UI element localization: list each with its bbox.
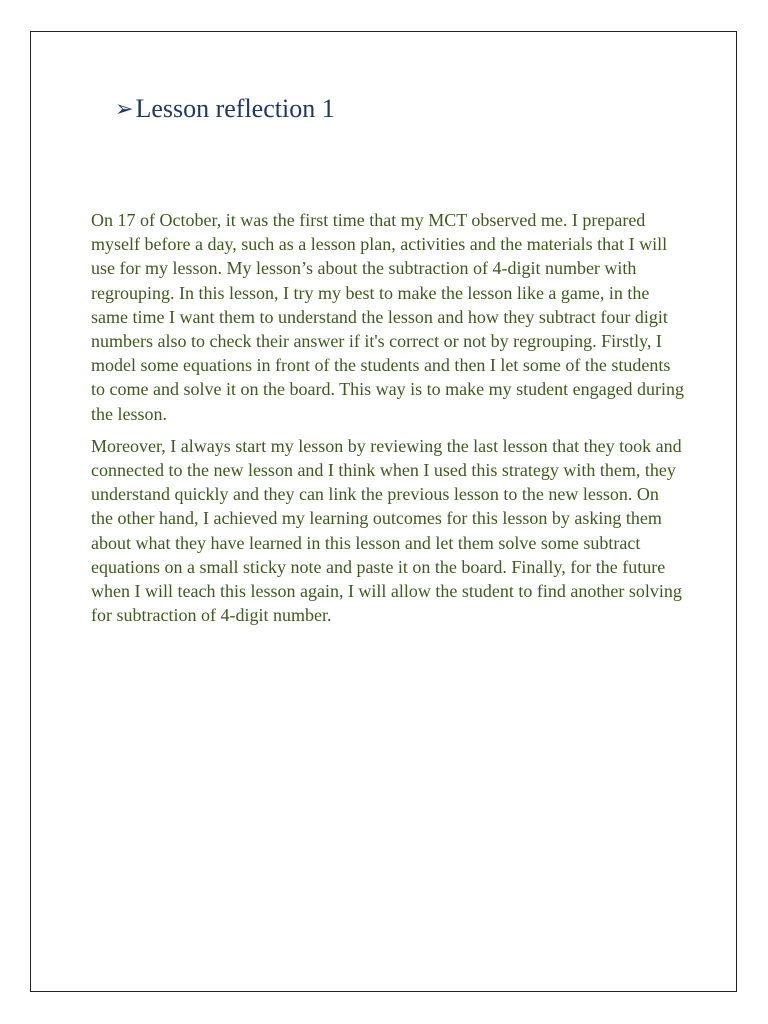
paragraph-2: Moreover, I always start my lesson by reviewing the last lesson that they took and connected to the new lesson and I think when I used this strategy with them, they understand quickly and they can link the previous lesson to the new lesson. On the other hand, I achieved my learning outcomes for this lesson by asking them about what they have learned in this lesson and let them solve some subtract equations on a small sticky note and paste it on the board. Finally, for the future when I will teach this lesson again, I will allow the student to find another solving for subtraction of 4-digit number.	[91, 435, 682, 626]
heading-title: Lesson reflection 1	[135, 94, 335, 123]
reflection-body	[91, 208, 685, 635]
paragraph-1: On 17 of October, it was the first time that my MCT observed me. I prepared myself before a day, such as a lesson plan, activities and the materials that I will use for my lesson. My lesson’s about the subtraction of 4-digit number with regrouping. In this lesson, I try my best to make the lesson like a game, in the same time I want them to understand the lesson and how they subtract four digit numbers also to check their answer if it's correct or not by regrouping. Firstly, I model some equations in front of the students and then I let some of the students to come and solve it on the board. This way is to make my student engaged during the lesson.	[91, 210, 685, 424]
document-page	[30, 31, 737, 992]
section-heading	[115, 92, 335, 126]
arrow-bullet-icon: ➢	[115, 96, 134, 121]
